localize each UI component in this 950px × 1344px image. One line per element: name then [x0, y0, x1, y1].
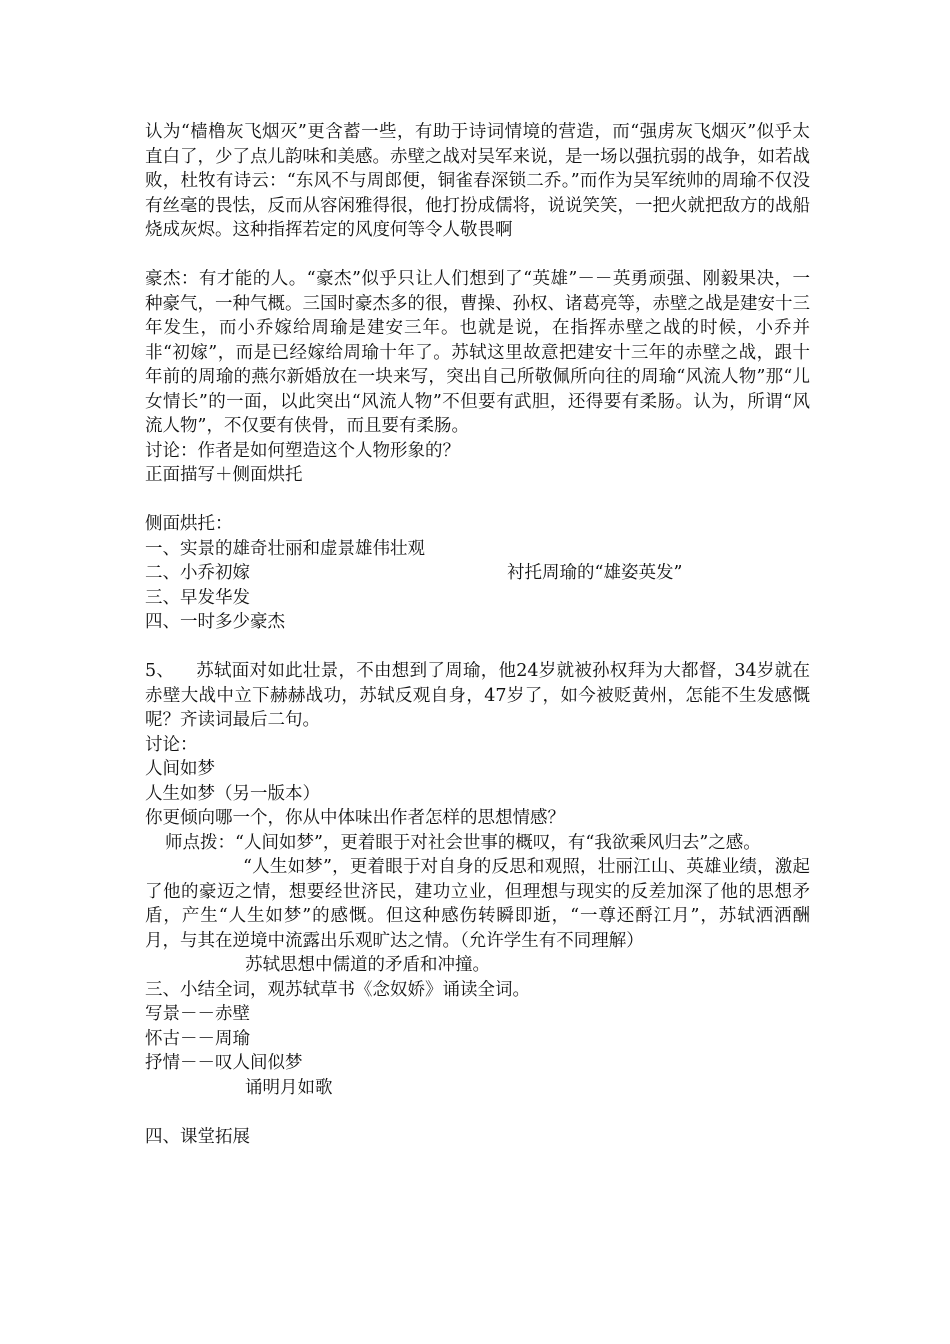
side-item-1: 一、实景的雄奇壮丽和虚景雄伟壮观: [145, 538, 425, 559]
side-item-2-row: [145, 561, 810, 586]
summary-heading: 三、小结全词，观苏轼草书《念奴娇》诵读全词。: [145, 979, 530, 1000]
discussion-label-2: 讨论：: [145, 734, 198, 755]
document-page: [145, 120, 810, 1149]
question-5-number: 5、: [145, 661, 175, 681]
paragraph-haojie-analysis: 豪杰：有才能的人。“豪杰”似乎只让人们想到了“英雄”－－英勇顽强、刚毅果决，一种豪气，一种气概。三国时豪杰多的很，曹操、孙权、诸葛亮等，赤壁之战是建安十三年发生，而小乔嫁给周瑜是建安三年。也就是说，在指挥赤壁之战的时候，小乔并非“初嫁”，而是已经嫁给周瑜十年了。苏轼这里故意把建安十三年的赤壁之战，跟十年前的周瑜的燕尔新婚放在一块来写，突出自己所敬佩所向往的周瑜“风流人物”那“儿女情长”的一面，以此突出“风流人物”不但要有武胆，还得要有柔肠。认为，所谓“风流人物”，不仅要有侠骨，而且要有柔肠。: [145, 269, 810, 436]
paragraph-qianglu-analysis: 认为“樯橹灰飞烟灭”更含蓄一些，有助于诗词情境的营造，而“强虏灰飞烟灭”似乎太直白了，少了点儿韵味和美感。赤壁之战对吴军来说，是一场以强抗弱的战争，如若战败，杜牧有诗云：“东风不与周郎便，铜雀春深锁二乔。”而作为吴军统帅的周瑜不仅没有丝毫的畏怯，反而从容闲雅得很，他打扮成儒将，说说笑笑，一把火就把敌方的战船烧成灰烬。这种指挥若定的风度何等令人敬畏啊: [145, 122, 810, 240]
summary-emotion: 抒情－－叹人间似梦: [145, 1053, 303, 1073]
option-renjian: 人间如梦: [145, 759, 215, 779]
spacer: [145, 243, 810, 268]
summary-history: 怀古－－周瑜: [145, 1028, 250, 1049]
discussion-question-2: 你更倾向哪一个，你从中体味出作者怎样的思想情感？: [145, 808, 565, 828]
rensheng-analysis-paragraph: “人生如梦”，更着眼于对自身的反思和观照，壮丽江山、英雄业绩，激起了他的豪迈之情，想要经世济民，建功立业，但理想与现实的反差加深了他的思想矛盾，产生“人生如梦”的感慨。但这种感伤转瞬即逝，“一尊还酹江月”，苏轼洒洒酬月，与其在逆境中流露出乐观旷达之情。（允许学生有不同理解）: [145, 857, 810, 951]
side-item-2-note: 衬托周瑜的“雄姿英发”: [507, 563, 683, 583]
class-extension-heading: 四、课堂拓展: [145, 1126, 250, 1147]
question-5-paragraph: [145, 659, 810, 733]
summary-emotion-2: 诵明月如歌: [245, 1077, 333, 1098]
discussion-answer-1: 正面描写＋侧面烘托: [145, 465, 303, 485]
side-item-2: 二、小乔初嫁: [145, 563, 250, 583]
option-rensheng: 人生如梦（另一版本）: [145, 783, 320, 804]
teacher-point-paragraph: 师点拨：“人间如梦”，更着眼于对社会世事的概叹，有“我欲乘风归去”之感。: [165, 832, 761, 853]
spacer: [145, 635, 810, 660]
confucian-taoist-conflict: 苏轼思想中儒道的矛盾和冲撞。: [245, 955, 490, 975]
discussion-question-1: 讨论：作者是如何塑造这个人物形象的？: [145, 440, 460, 461]
spacer: [145, 488, 810, 513]
side-contrast-title: 侧面烘托：: [145, 514, 233, 534]
side-item-3: 三、早发华发: [145, 587, 250, 608]
side-item-4: 四、一时多少豪杰: [145, 612, 285, 632]
question-5-text: 苏轼面对如此壮景，不由想到了周瑜，他24岁就被孙权拜为大都督，34岁就在赤壁大战中立下赫赫战功，苏轼反观自身，47岁了，如今被贬黄州，怎能不生发感慨呢？齐读词最后二句。: [145, 661, 810, 730]
summary-scenery: 写景－－赤壁: [145, 1004, 250, 1024]
spacer: [145, 1100, 810, 1125]
